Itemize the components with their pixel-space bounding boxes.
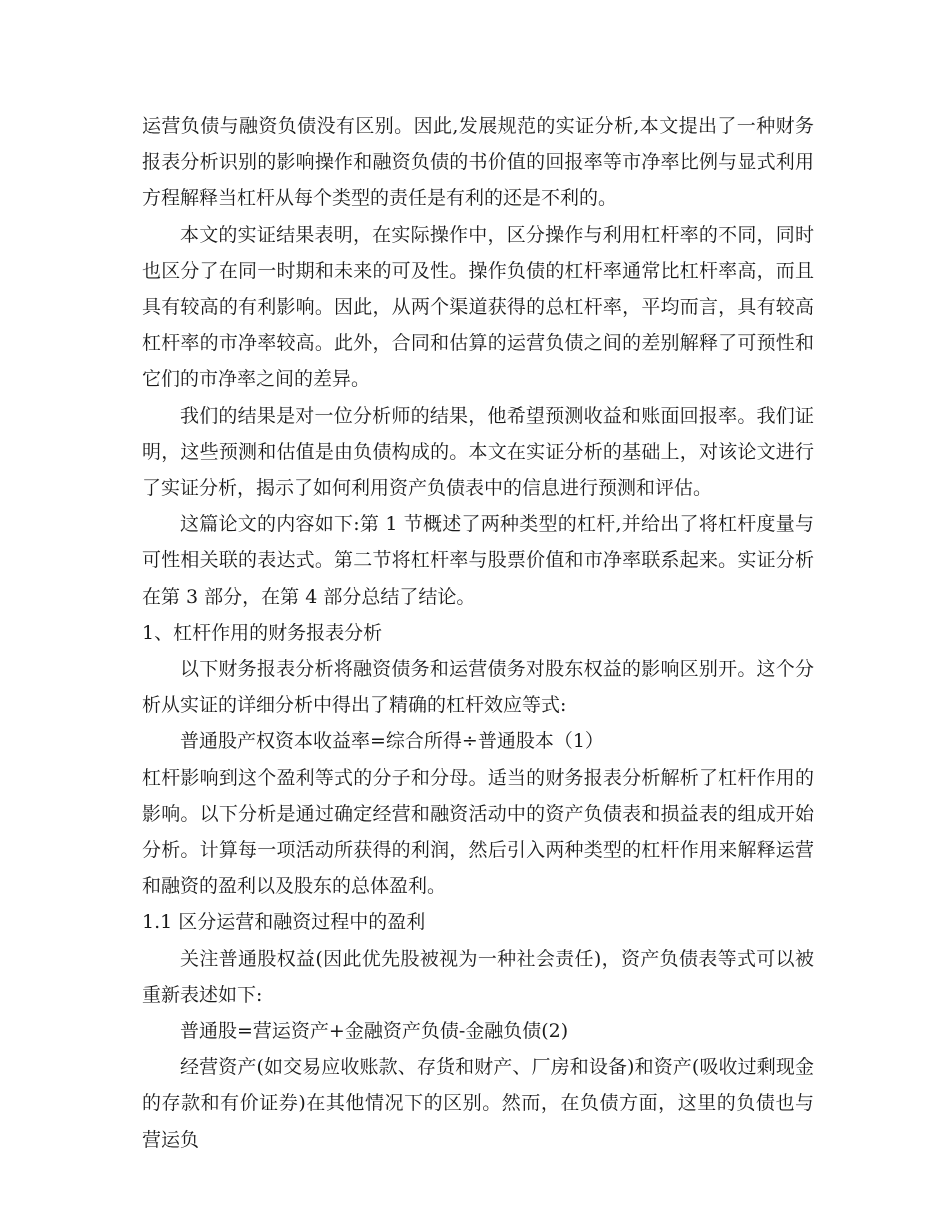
paragraph-empirical-results: 本文的实证结果表明，在实际操作中，区分操作与利用杠杆率的不同，同时也区分了在同一时期和未来的可及性。操作负债的杠杆率通常比杠杆率高，而且具有较高的有利影响。因此，从两个渠道获得的总杠杆率，平均而言，具有较高杠杆率的市净率较高。此外，合同和估算的运营负债之间的差别解释了可预性和它们的市净率之间的差异。 <box>142 223 814 391</box>
paragraph-paper-outline: 这篇论文的内容如下:第 1 节概述了两种类型的杠杆,并给出了将杠杆度量与可性相关联的表达式。第二节将杠杆率与股票价值和市净率联系起来。实证分析在第 3 部分，在第 4 部分总结了结论。 <box>142 513 814 608</box>
paragraph-leverage-effect: 杠杆影响到这个盈利等式的分子和分母。适当的财务报表分析解析了杠杆作用的影响。以下分析是通过确定经营和融资活动中的资产负债表和损益表的组成开始分析。计算每一项活动所获得的利润，然后引入两种类型的杠杆作用来解释运营和融资的盈利以及股东的总体盈利。 <box>142 766 814 898</box>
paragraph-analyst-results: 我们的结果是对一位分析师的结果，他希望预测收益和账面回报率。我们证明，这些预测和估值是由负债构成的。本文在实证分析的基础上，对该论文进行了实证分析，揭示了如何利用资产负债表中的信息进行预测和评估。 <box>142 404 814 500</box>
document-body <box>142 108 814 1158</box>
section-heading-1: 1、杠杆作用的财务报表分析 <box>142 621 383 644</box>
paragraph-continuation: 运营负债与融资负债没有区别。因此,发展规范的实证分析,本文提出了一种财务报表分析识别的影响操作和融资负债的书价值的回报率等市净率比例与显式利用方程解释当杠杆从每个类型的责任是有利的还是不利的。 <box>142 115 814 210</box>
equation-2: 普通股=营运资产+金融资产负债-金融负债(2) <box>180 1020 569 1043</box>
section-heading-1-1: 1.1 区分运营和融资过程中的盈利 <box>142 911 426 934</box>
paragraph-operating-assets: 经营资产(如交易应收账款、存货和财产、厂房和设备)和资产(吸收过剩现金的存款和有价证券)在其他情况下的区别。然而，在负债方面，这里的负债也与营运负 <box>142 1056 814 1151</box>
paragraph-section-1-intro: 以下财务报表分析将融资债务和运营债务对股东权益的影响区别开。这个分析从实证的详细分析中得出了精确的杠杆效应等式: <box>142 658 814 717</box>
equation-1: 普通股产权资本收益率=综合所得÷普通股本（1） <box>180 730 604 753</box>
paragraph-common-equity: 关注普通股权益(因此优先股被视为一种社会责任)，资产负债表等式可以被重新表述如下: <box>142 947 814 1006</box>
